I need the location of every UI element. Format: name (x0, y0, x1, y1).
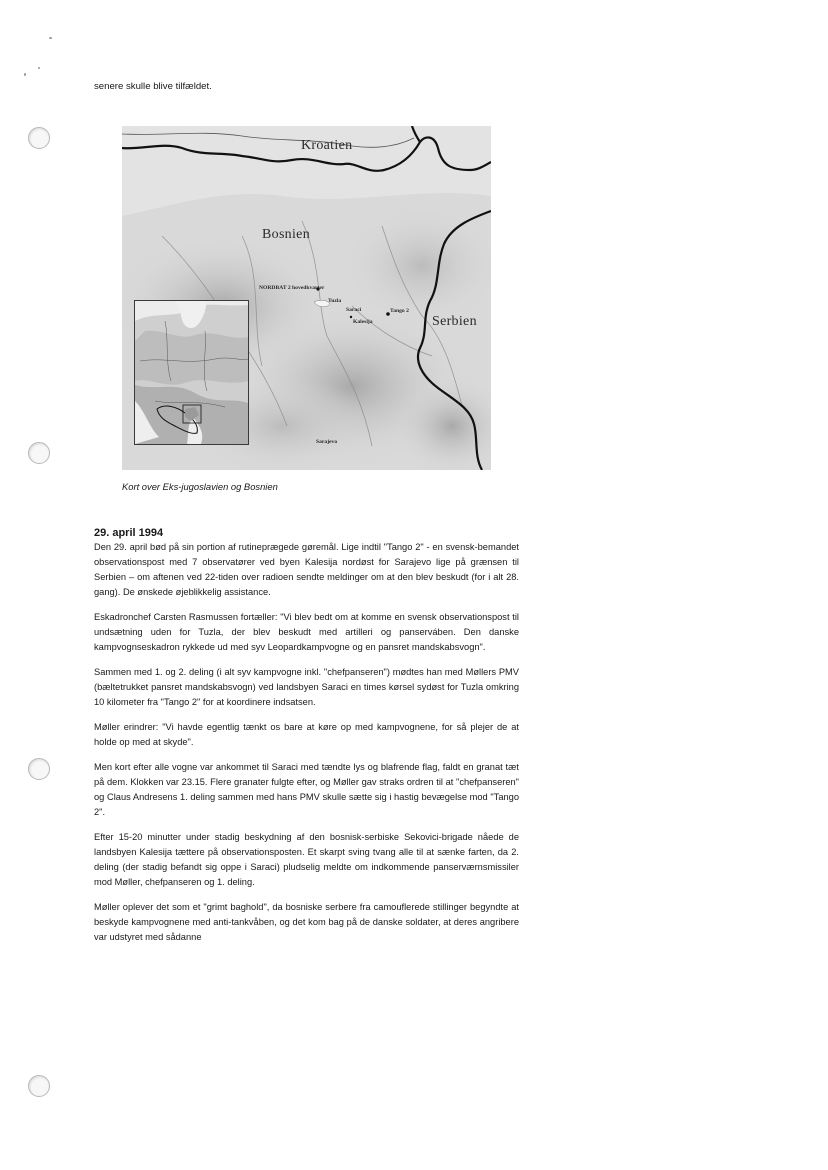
paragraph: Møller oplever det som et "grimt baghold", da bosniske serbere fra camouflerede stillinger begyndte at beskyde kampvognene med anti-tankvåben, og det kom bag på de danske soldater, at deres angribere var udstyret med sådanne (94, 902, 519, 942)
map-label-nordbat: NORDBAT 2 hovedkvarter (259, 285, 325, 291)
scan-speck (24, 73, 26, 76)
map-label-kalesija: Kalesija (353, 319, 373, 325)
map-label-serbien: Serbien (432, 314, 477, 329)
paragraph: Efter 15-20 minutter under stadig beskydning af den bosnisk-serbiske Sekovici-brigade nåede de landsbyen Kalesija tættere på observationsposten. Et skarpt sving tvang alle til at sænke farten, da 2. deling (der stadig befandt sig oppe i Saraci) pludselig meldte om indkommende panserværnsmissiler mod Møller, chefpanseren og 1. deling. (94, 832, 519, 887)
punch-hole (28, 127, 50, 149)
scan-speck (38, 67, 40, 69)
paragraph: Men kort efter alle vogne var ankommet til Saraci med tændte lys og blafrende flag, faldt en granat tæt på dem. Klokken var 23.15. Flere granater fulgte efter, og Møller gav straks ordren til at "chefpanseren" og Claus Andresens 1. deling sammen med hans PMV skulle sætte sig i hastig bevægelse mod "Tango 2". (94, 762, 519, 817)
punch-hole (28, 758, 50, 780)
map-figure (122, 126, 491, 470)
map-label-saraci: Saraci (346, 307, 362, 313)
map-label-kroatien: Kroatien (301, 138, 353, 153)
paragraph: Sammen med 1. og 2. deling (i alt syv kampvogne inkl. "chefpanseren") mødtes han med Møllers PMV (bæltetrukket pansret mandskabsvogn) ved landsbyen Saraci en times kørsel sydøst for Tuzla omkring 10 kilometer fra "Tango 2" for at koordinere indsatsen. (94, 667, 519, 707)
map-label-tuzla: Tuzla (328, 298, 342, 304)
paragraph: Eskadronchef Carsten Rasmussen fortæller: "Vi blev bedt om at komme en svensk observationspost til undsætning uden for Tuzla, der blev beskudt med artilleri og panserváben. Den danske kampvognseskadron rykkede ud med syv Leopardkampvogne og en pansret mandskabsvogn". (94, 612, 519, 652)
map-label-sarajevo: Sarajevo (316, 439, 338, 445)
inset-map-graphic (135, 301, 248, 444)
punch-hole (28, 442, 50, 464)
intro-text: senere skulle blive tilfældet. (94, 81, 212, 92)
scan-speck (49, 37, 52, 39)
figure-caption: Kort over Eks-jugoslavien og Bosnien (122, 481, 278, 492)
paragraph: Møller erindrer: "Vi havde egentlig tænkt os bare at køre op med kampvognene, for så plejer de at holde op med at skyde". (94, 722, 519, 747)
punch-hole (28, 1075, 50, 1097)
map-label-bosnien: Bosnien (262, 227, 310, 242)
inset-overview-map (134, 300, 249, 445)
article-body (94, 527, 519, 955)
section-heading: 29. april 1994 (94, 527, 164, 539)
map-label-tango2: Tango 2 (390, 308, 409, 314)
paragraph: Den 29. april bød på sin portion af rutineprægede gøremål. Lige indtil "Tango 2" - en svensk-bemandet observationspost med 7 observatører ved byen Kalesija nordøst for Sarajevo lige på grænsen til Serbien – om aftenen ved 22-tiden over radioen sendte meldinger om at den blev beskudt (for i alt 28. gang). De ønskede øjeblikkelig assistance. (94, 542, 519, 597)
